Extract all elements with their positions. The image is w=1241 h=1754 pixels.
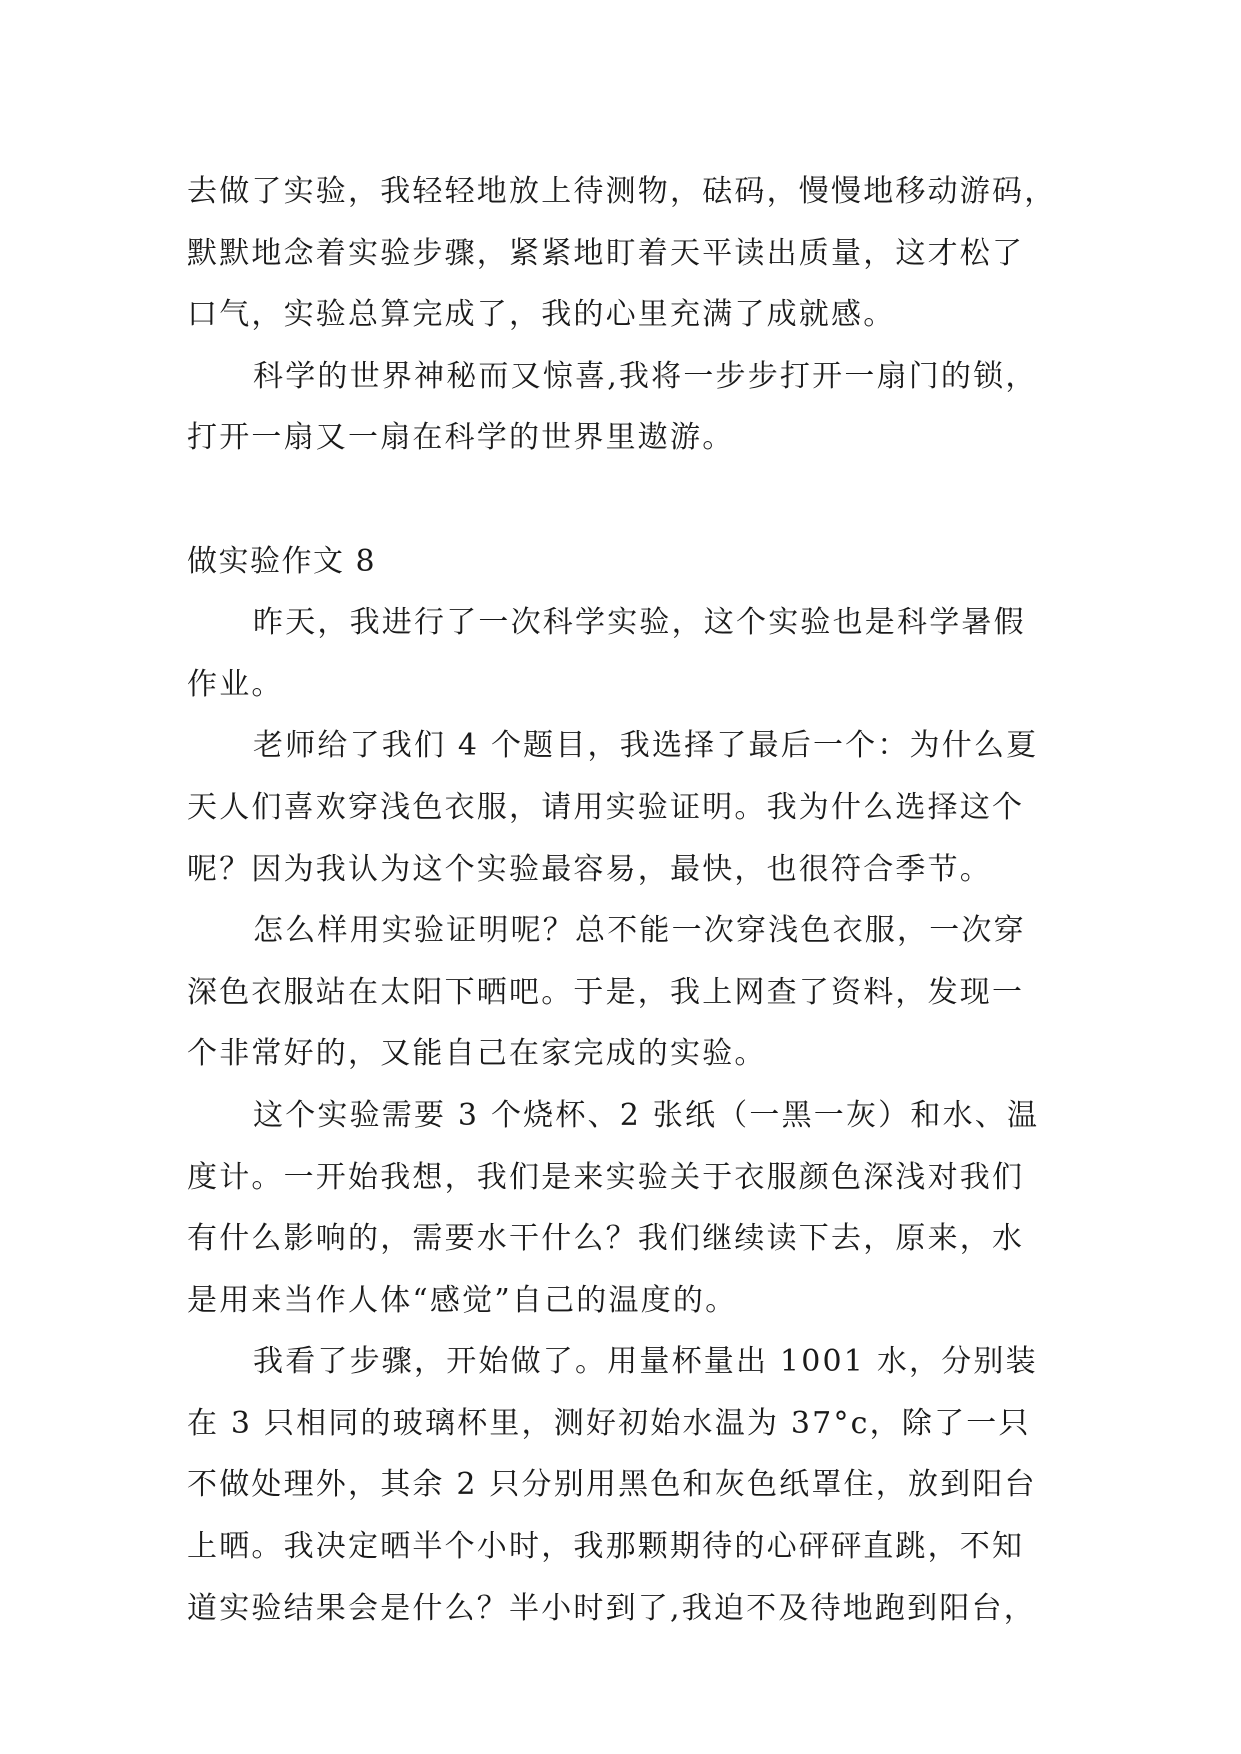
- document-body: [187, 161, 1057, 1639]
- text-line: 昨天，我进行了一次科学实验，这个实验也是科学暑假: [253, 605, 1026, 641]
- text-line: 在 3 只相同的玻璃杯里，测好初始水温为 37°c，除了一只: [187, 1405, 1031, 1441]
- text-line: 打开一扇又一扇在科学的世界里遨游。: [187, 420, 735, 456]
- text-line: 呢？因为我认为这个实验最容易，最快，也很符合季节。: [187, 851, 992, 887]
- paragraph-1: [187, 161, 1057, 346]
- text-line: 科学的世界神秘而又惊喜,我将一步步打开一扇门的锁，: [253, 358, 1038, 394]
- paragraph-2: [187, 346, 1057, 469]
- text-line: 默默地念着实验步骤，紧紧地盯着天平读出质量，这才松了: [187, 235, 1025, 271]
- paragraph-5: [187, 900, 1057, 1085]
- text-line: 我看了步骤，开始做了。用量杯量出 1001 水，分别装: [253, 1344, 1038, 1380]
- text-line: 怎么样用实验证明呢？总不能一次穿浅色衣服，一次穿: [253, 913, 1026, 949]
- text-line: 去做了实验，我轻轻地放上待测物，砝码，慢慢地移动游码，: [187, 174, 1057, 209]
- text-line: 天人们喜欢穿浅色衣服，请用实验证明。我为什么选择这个: [187, 789, 1025, 825]
- text-line: 老师给了我们 4 个题目，我选择了最后一个：为什么夏: [253, 728, 1039, 764]
- section-spacer: [187, 469, 1057, 531]
- text-line: 口气，实验总算完成了，我的心里充满了成就感。: [187, 297, 896, 333]
- text-line: 有什么影响的，需要水干什么？我们继续读下去，原来，水: [187, 1221, 1025, 1257]
- section-title: 做实验作文 8: [187, 543, 377, 579]
- text-line: 道实验结果会是什么？半小时到了,我迫不及待地跑到阳台，: [187, 1590, 1036, 1626]
- paragraph-3: [187, 592, 1057, 715]
- text-line: 深色衣服站在太阳下晒吧。于是，我上网查了资料，发现一: [187, 974, 1025, 1010]
- text-line: 是用来当作人体“感觉”自己的温度的。: [187, 1282, 738, 1318]
- text-line: 上晒。我决定晒半个小时，我那颗期待的心砰砰直跳，不知: [187, 1529, 1025, 1565]
- text-line: 作业。: [187, 666, 284, 702]
- text-line: 这个实验需要 3 个烧杯、2 张纸（一黑一灰）和水、温: [253, 1097, 1040, 1133]
- text-line: 个非常好的，又能自己在家完成的实验。: [187, 1036, 767, 1072]
- paragraph-7: [187, 1331, 1057, 1639]
- text-line: 不做处理外，其余 2 只分别用黑色和灰色纸罩住，放到阳台: [187, 1467, 1037, 1503]
- text-line: 度计。一开始我想，我们是来实验关于衣服颜色深浅对我们: [187, 1159, 1025, 1195]
- paragraph-6: [187, 1085, 1057, 1331]
- paragraph-4: [187, 715, 1057, 900]
